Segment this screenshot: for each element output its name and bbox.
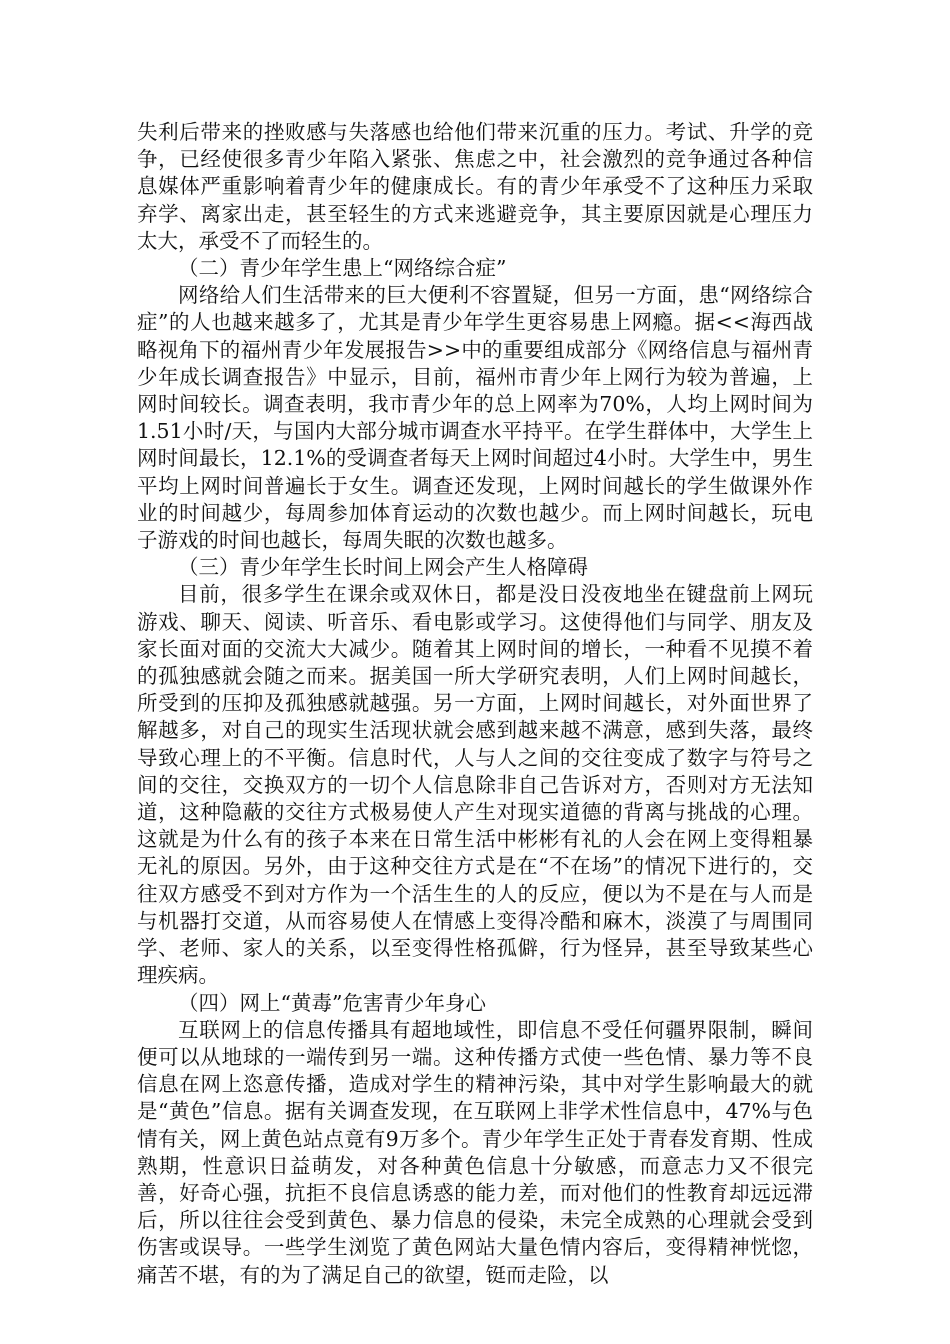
section-heading-4: （四）网上“黄毒”危害青少年身心 xyxy=(178,990,486,1015)
paragraph-internet-syndrome: 网络给人们生活带来的巨大便利不容置疑，但另一方面，患“网络综合症”的人也越来越多了，尤其是青少年学生更容易患上网瘾。据<<海西战略视角下的福州青少年发展报告>>中的重要组成部分《网络信息与福州青少年成长调查报告》中显示，目前，福州市青少年上网行为较为普遍，上网时间较长。调查表明，我市青少年的总上网率为70%，人均上网时间为1.51小时/天，与国内大部分城市调查水平持平。在学生群体中，大学生上网时间最长，12.1%的受调查者每天上网时间超过4小时。大学生中，男生平均上网时间普遍长于女生。调查还发现，上网时间越长的学生做课外作业的时间越少，每周参加体育运动的次数也越少。而上网时间越长，玩电子游戏的时间也越长，每周失眠的次数也越多。 xyxy=(137,283,813,553)
paragraph-continued: 失利后带来的挫败感与失落感也给他们带来沉重的压力。考试、升学的竞争，已经使很多青少年陷入紧张、焦虑之中，社会激烈的竞争通过各种信息媒体严重影响着青少年的健康成长。有的青少年承受不了这种压力采取弃学、离家出走，甚至轻生的方式来逃避竞争，其主要原因就是心理压力太大，承受不了而轻生的。 xyxy=(137,120,813,253)
section-heading-2: （二）青少年学生患上“网络综合症” xyxy=(178,256,507,281)
section-heading-3: （三）青少年学生长时间上网会产生人格障碍 xyxy=(178,555,588,580)
paragraph-yellow-poison: 互联网上的信息传播具有超地域性，即信息不受任何疆界限制，瞬间便可以从地球的一端传到另一端。这种传播方式使一些色情、暴力等不良信息在网上恣意传播，造成对学生的精神污染，其中对学生影响最大的就是“黄色”信息。据有关调查发现，在互联网上非学术性信息中，47%与色情有关，网上黄色站点竟有9万多个。青少年学生正处于青春发育期、性成熟期，性意识日益萌发，对各种黄色信息十分敏感，而意志力又不很完善，好奇心强，抗拒不良信息诱惑的能力差，而对他们的性教育却远远滞后，所以往往会受到黄色、暴力信息的侵染，未完全成熟的心理就会受到伤害或误导。一些学生浏览了黄色网站大量色情内容后，变得精神恍惚，痛苦不堪，有的为了满足自己的欲望，铤而走险，以 xyxy=(137,1017,813,1287)
paragraph-personality-disorder: 目前，很多学生在课余或双休日，都是没日没夜地坐在键盘前上网玩游戏、聊天、阅读、听音乐、看电影或学习。这使得他们与同学、朋友及家长面对面的交流大大减少。随着其上网时间的增长，一种看不见摸不着的孤独感就会随之而来。据美国一所大学研究表明，人们上网时间越长，所受到的压抑及孤独感就越强。另一方面，上网时间越长，对外面世界了解越多，对自己的现实生活现状就会感到越来越不满意，感到失落，最终导致心理上的不平衡。信息时代，人与人之间的交往变成了数字与符号之间的交往，交换双方的一切个人信息除非自己告诉对方，否则对方无法知道，这种隐蔽的交往方式极易使人产生对现实道德的背离与挑战的心理。这就是为什么有的孩子本来在日常生活中彬彬有礼的人会在网上变得粗暴无礼的原因。另外，由于这种交往方式是在“不在场”的情况下进行的，交往双方感受不到对方作为一个活生生的人的反应，便以为不是在与人而是与机器打交道，从而容易使人在情感上变得冷酷和麻木，淡漠了与周围同学、老师、家人的关系，以至变得性格孤僻，行为怪异，甚至导致某些心理疾病。 xyxy=(137,582,813,988)
